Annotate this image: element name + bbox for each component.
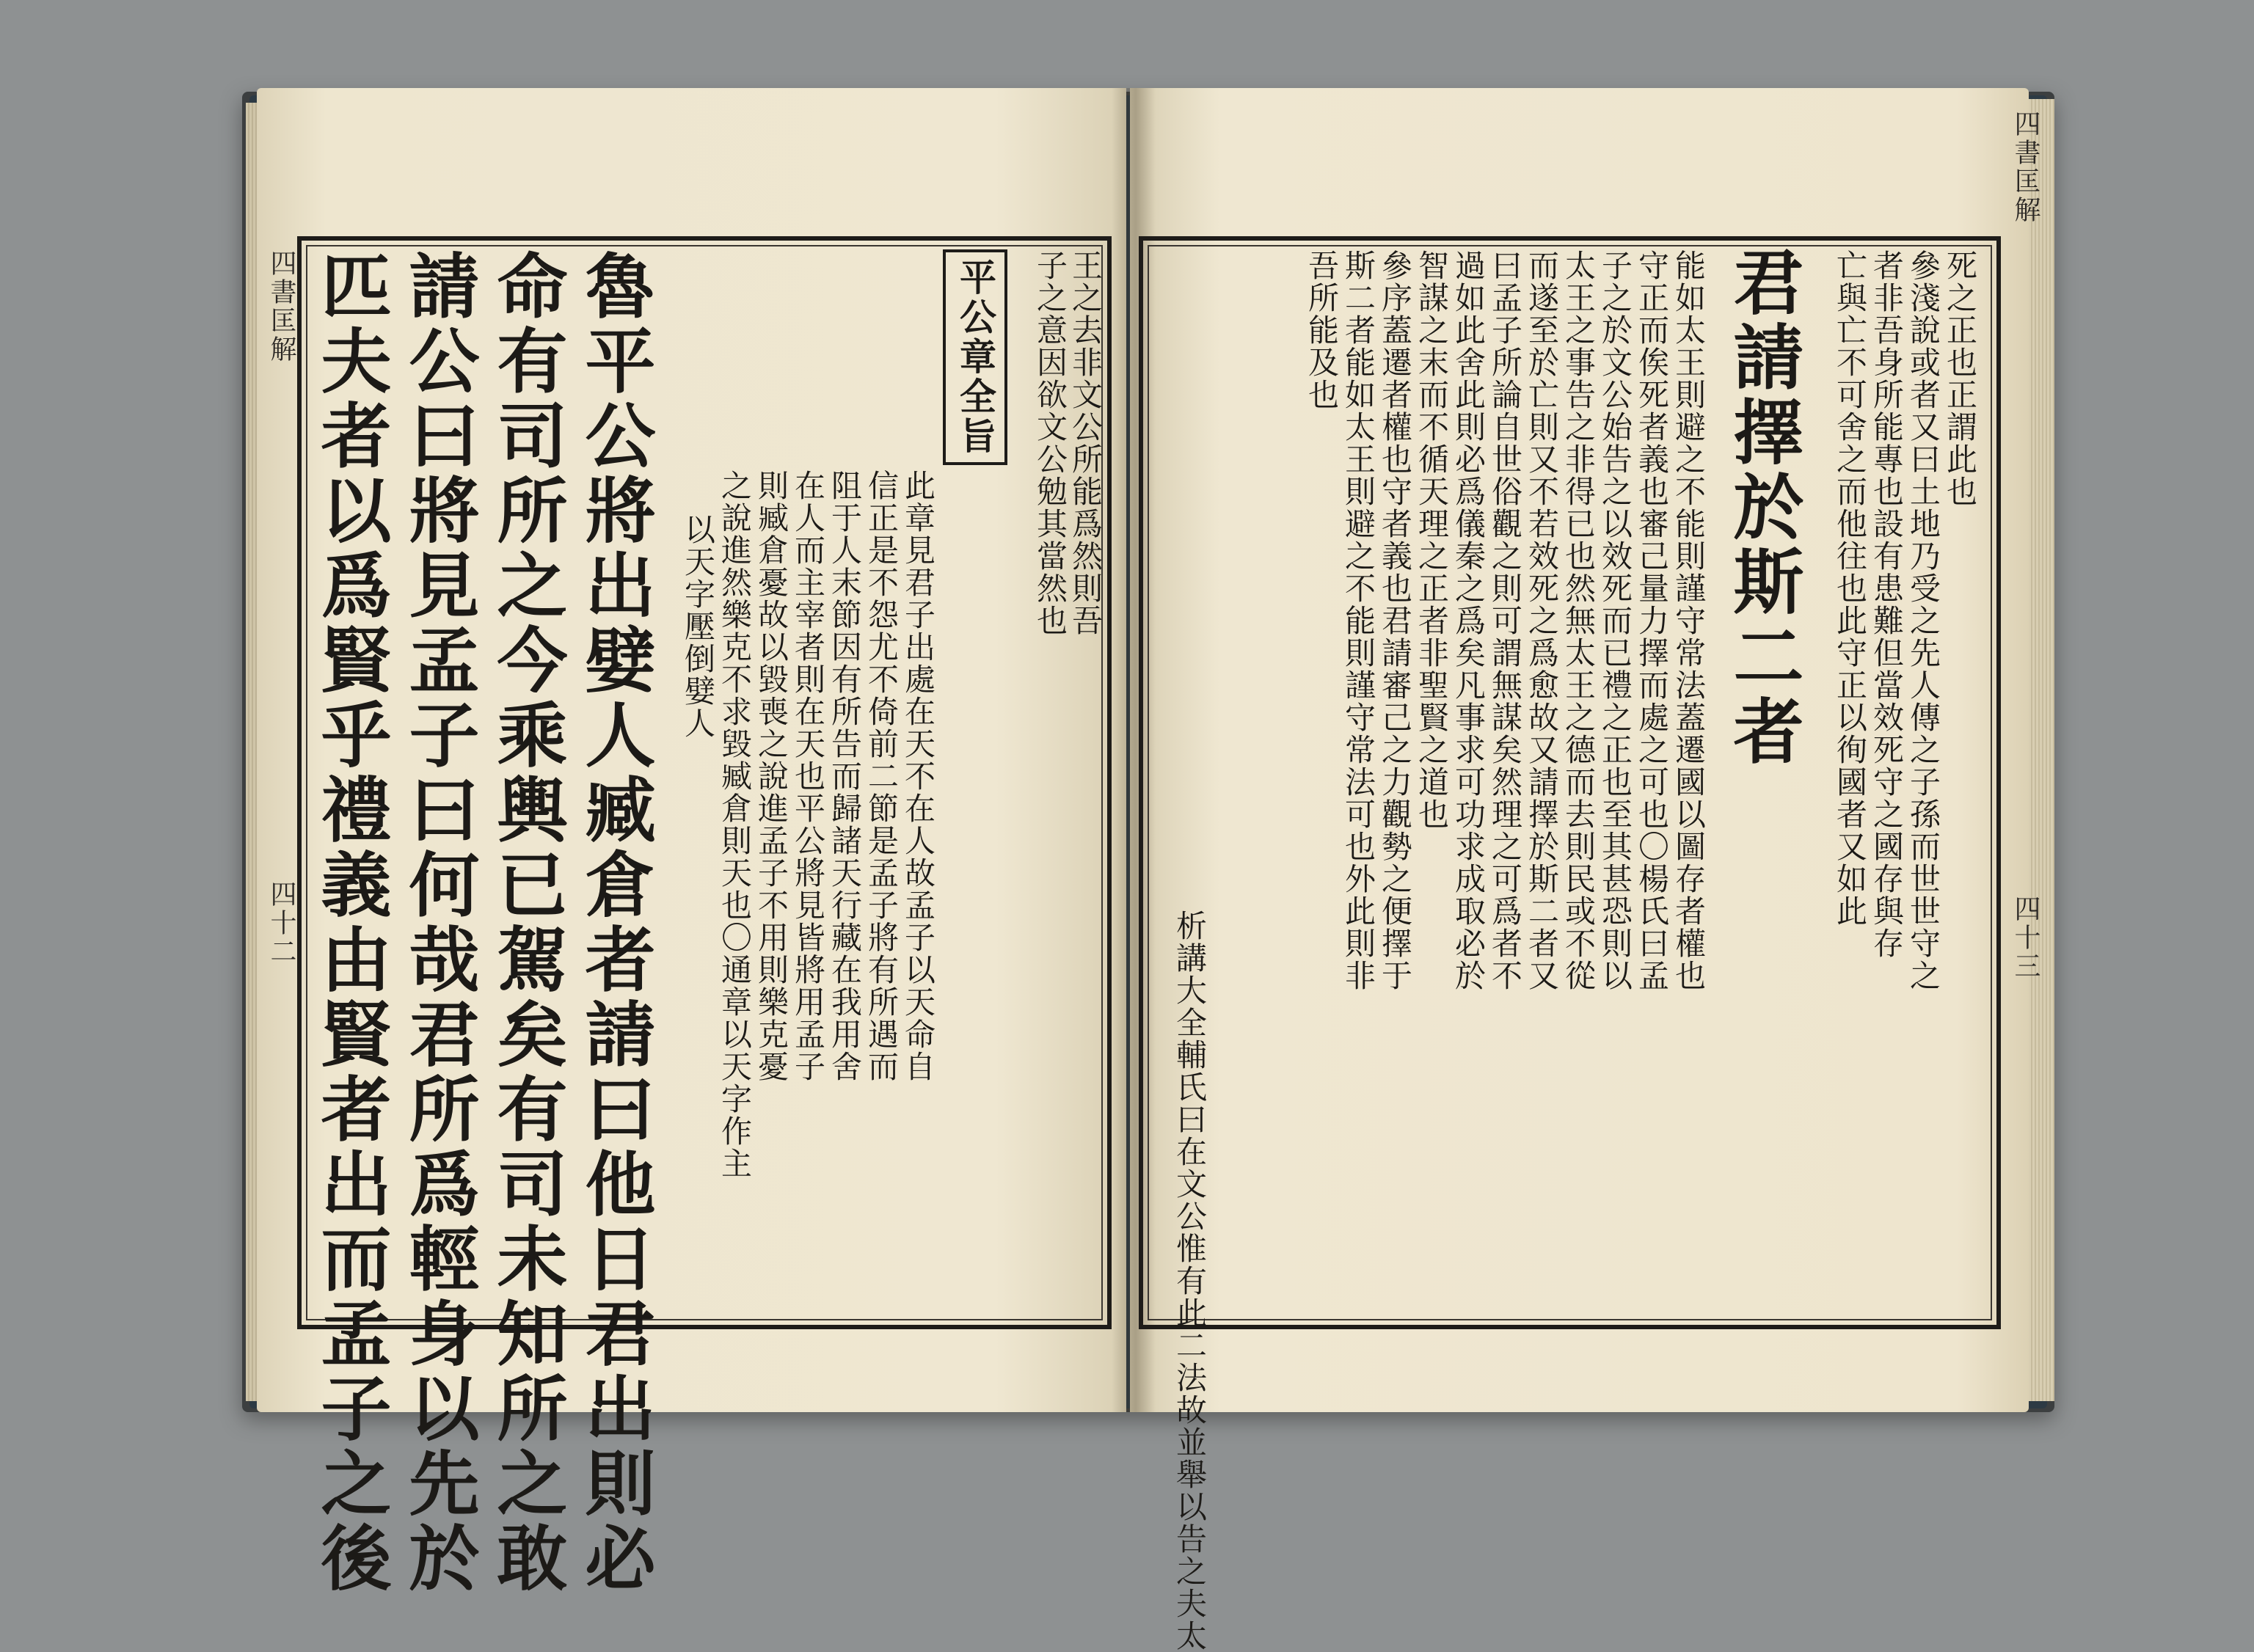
right-margin-page-number: 四十三 [2010,895,2040,981]
right-top-commentary-1: 死之正也正謂此也 [1942,249,1978,508]
right-commentary-column-11: 吾所能及也 [1304,249,1340,411]
left-commentary-column-1: 王之去非文公所能爲然則吾 [1068,249,1104,637]
left-commentary-column-5: 阻于人末節因有所告而歸諸天行藏在我用舍 [827,469,863,1083]
left-commentary-column-9: 以天字壓倒嬖人 [680,513,716,739]
right-commentary-column-10: 斯二者能如太王則避之不能則謹守常法可也外此則非 [1341,249,1376,992]
right-commentary-column-6: 曰孟子所論自世俗觀之則可謂無謀矣然理之可爲者不 [1487,249,1523,992]
right-commentary-column-1: 能如太王則避之不能則謹守常法蓋遷國以圖存者權也 [1671,249,1707,992]
right-top-commentary-4: 亡與亡不可舍之而他往也此守正以徇國者又如此 [1832,249,1868,927]
left-main-column-4: 匹夫者以爲賢乎禮義由賢者出而孟子之後 [310,249,393,1596]
right-commentary-column-2: 守正而俟死者義也審己量力擇而處之可也〇楊氏曰孟 [1634,249,1670,992]
right-top-commentary-3: 者非吾身所能專也設有患難但當效死守之國存與存 [1869,249,1905,960]
chapter-heading-box: 平公章全旨 [943,249,1007,465]
right-commentary-column-7: 過如此舍此則必爲儀秦之爲矣凡事求可功求成取必於 [1451,249,1487,992]
show-through-text [1321,117,1368,153]
right-page-stack [2025,99,2054,1401]
right-main-heading: 君請擇於斯二者 [1722,246,1805,770]
left-margin-title: 四書匡解 [266,249,296,364]
right-margin-title: 四書匡解 [2010,110,2040,224]
left-margin-page-number: 四十二 [266,880,296,966]
left-commentary-column-4: 信正是不怨尤不倚前二節是孟子將有所遇而 [864,469,900,1083]
left-commentary-column-6: 在人而主宰者則在天也平公將見皆將用孟子 [790,469,826,1083]
right-top-commentary-2: 參淺說或者又曰土地乃受之先人傳之子孫而世世守之 [1905,249,1941,992]
right-commentary-column-9: 參序蓋遷者權也守者義也君請審己之力觀勢之便擇于 [1377,249,1413,992]
right-commentary-column-8: 智謀之末而不循天理之正者非聖賢之道也 [1414,249,1450,830]
left-main-column-1: 魯平公將出嬖人臧倉者請曰他日君出則必 [574,249,657,1596]
right-commentary-column-12: 析講大全輔氏曰在文公惟有此二法故並舉以告之夫太 [1172,910,1208,1652]
left-commentary-column-3: 此章見君子出處在天不在人故孟子以天命自 [900,469,936,1083]
left-main-column-2: 命有司所之今乘輿已駕矣有司未知所之敢 [486,249,569,1596]
left-commentary-column-7: 則臧倉憂故以毀喪之說進孟子不用則樂克憂 [754,469,789,1083]
left-commentary-column-2: 子之意因欲文公勉其當然也 [1032,249,1068,637]
right-commentary-column-4: 太王之事告之非得已也然無太王之德而去則民或不從 [1561,249,1597,992]
left-main-column-3: 請公曰將見孟子曰何哉君所爲輕身以先於 [398,249,481,1596]
right-commentary-column-5: 而遂至於亡則又不若效死之爲愈故又請擇於斯二者又 [1524,249,1560,992]
left-commentary-column-8: 之說進然樂克不求毀臧倉則天也〇通章以天字作主 [717,469,753,1180]
right-commentary-column-3: 子之於文公始告之以效死而已禮之正也至其甚恐則以 [1597,249,1633,992]
